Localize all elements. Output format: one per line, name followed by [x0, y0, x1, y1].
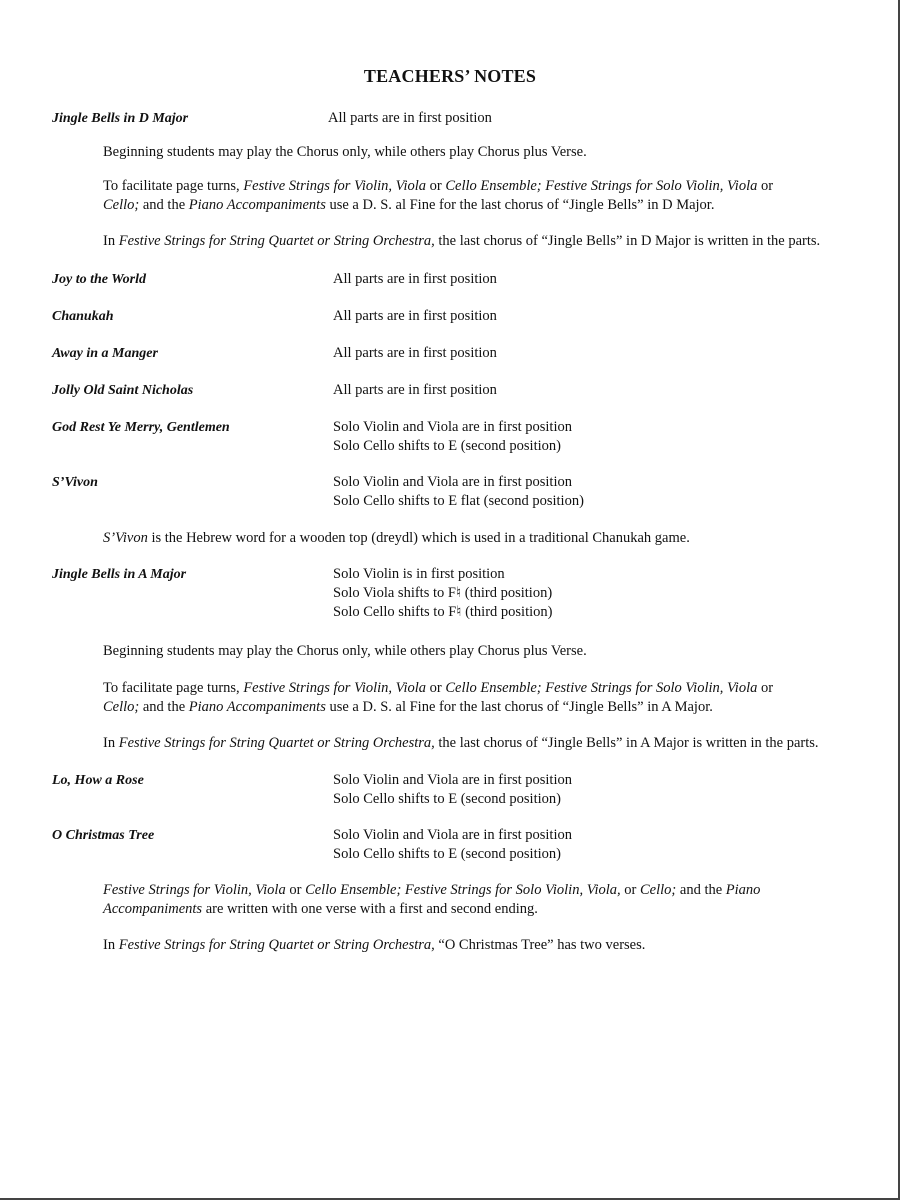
position-note: All parts are in first position	[333, 308, 497, 324]
song-title: Away in a Manger	[52, 346, 158, 361]
song-title: Joy to the World	[52, 272, 146, 287]
song-title: God Rest Ye Merry, Gentlemen	[52, 420, 230, 435]
position-note: All parts are in first position	[333, 382, 497, 398]
note-paragraph: In Festive Strings for String Quartet or String Orchestra, “O Christmas Tree” has two verses.	[103, 937, 646, 953]
page-title: TEACHERS’ NOTES	[363, 66, 537, 86]
song-title: O Christmas Tree	[52, 828, 155, 843]
note-paragraph: Festive Strings for Violin, Viola or Cello Ensemble; Festive Strings for Solo Violin, Viola, or Cello; and the Piano Accompaniments are written with one verse with a first and second ending.	[103, 882, 761, 917]
position-note: All parts are in first position	[328, 110, 492, 126]
position-note: Solo Violin and Viola are in first position Solo Cello shifts to E flat (second position)	[333, 474, 584, 509]
note-paragraph: In Festive Strings for String Quartet or String Orchestra, the last chorus of “Jingle Bells” in A Major is written in the parts.	[103, 735, 819, 751]
position-note: All parts are in first position	[333, 271, 497, 287]
position-note: All parts are in first position	[333, 345, 497, 361]
position-note: Solo Violin and Viola are in first position Solo Cello shifts to E (second position)	[333, 772, 572, 807]
position-note: Solo Violin is in first position Solo Viola shifts to F♮ (third position) Solo Cello shifts to F♮ (third position)	[333, 566, 553, 620]
song-title: Jolly Old Saint Nicholas	[52, 383, 194, 398]
note-paragraph: S’Vivon is the Hebrew word for a wooden top (dreydl) which is used in a traditional Chanukah game.	[103, 530, 690, 546]
song-title: Chanukah	[52, 309, 114, 324]
note-paragraph: In Festive Strings for String Quartet or String Orchestra, the last chorus of “Jingle Bells” in D Major is written in the parts.	[103, 233, 821, 249]
song-title: S’Vivon	[52, 475, 98, 490]
note-paragraph: To facilitate page turns, Festive Strings for Violin, Viola or Cello Ensemble; Festive Strings for Solo Violin, Viola or Cello; and the Piano Accompaniments use a D. S. al Fine for the last chorus of “Jingle Bells” in A Major.	[103, 680, 774, 715]
position-note: Solo Violin and Viola are in first position Solo Cello shifts to E (second position)	[333, 419, 572, 454]
note-paragraph: To facilitate page turns, Festive Strings for Violin, Viola or Cello Ensemble; Festive Strings for Solo Violin, Viola or Cello; and the Piano Accompaniments use a D. S. al Fine for the last chorus of “Jingle Bells” in D Major.	[103, 178, 774, 213]
song-title: Jingle Bells in D Major	[52, 111, 189, 126]
note-paragraph: Beginning students may play the Chorus only, while others play Chorus plus Verse.	[103, 643, 587, 659]
note-paragraph: Beginning students may play the Chorus only, while others play Chorus plus Verse.	[103, 144, 587, 160]
position-note: Solo Violin and Viola are in first position Solo Cello shifts to E (second position)	[333, 827, 572, 862]
song-title: Jingle Bells in A Major	[52, 567, 187, 582]
song-title: Lo, How a Rose	[52, 773, 144, 788]
